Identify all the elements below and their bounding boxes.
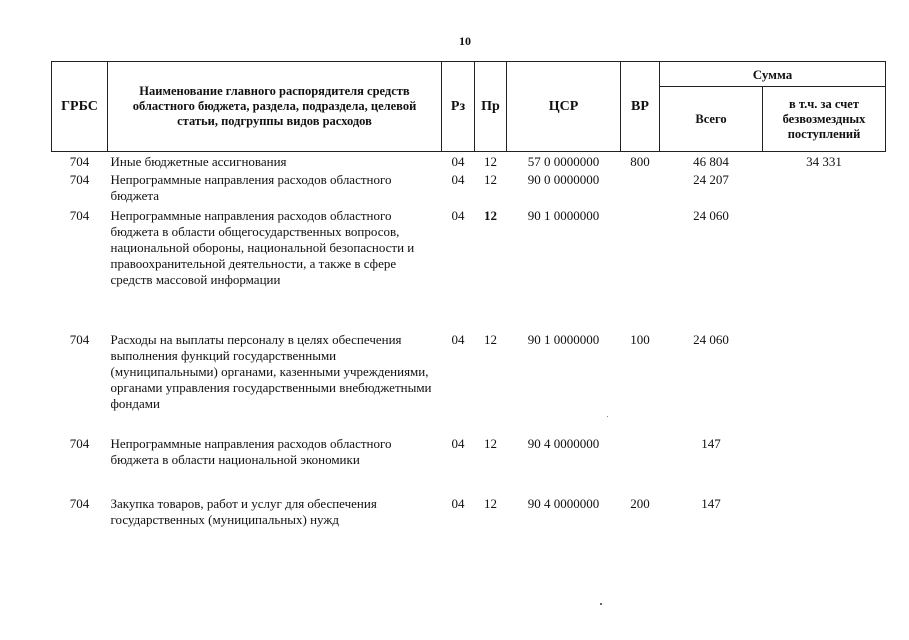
scan-speck	[600, 603, 602, 605]
cell-pr: 12	[484, 208, 497, 223]
cell-free	[763, 436, 886, 496]
cell-name: Иные бюджетные ассигнования	[110, 154, 287, 169]
cell-vr: 200	[630, 496, 650, 511]
cell-grbs: 704	[69, 496, 90, 511]
cell-name: Закупка товаров, работ и услуг для обеспечения государственных (муниципальных) нужд	[110, 496, 377, 527]
cell-pr: 12	[484, 436, 497, 451]
cell-grbs: 704	[69, 436, 90, 451]
table-row	[52, 332, 886, 436]
cell-vr: 800	[630, 154, 650, 169]
cell-rz: 04	[451, 332, 465, 347]
cell-pr: 12	[484, 332, 497, 347]
cell-csr: 90 1 0000000	[527, 208, 600, 223]
cell-csr: 90 0 0000000	[527, 172, 600, 187]
budget-table	[51, 61, 886, 536]
cell-vr	[621, 206, 660, 332]
cell-pr: 12	[484, 496, 497, 511]
cell-name: Непрограммные направления расходов областного бюджета в области национальной экономики	[110, 436, 392, 467]
header-name: Наименование главного распорядителя средств областного бюджета, раздела, подраздела, целевой статьи, подгруппы видов расходов	[108, 62, 442, 152]
table-row	[52, 172, 886, 206]
cell-total: 147	[701, 496, 721, 511]
header-csr: ЦСР	[507, 62, 621, 152]
cell-csr: 57 0 0000000	[527, 154, 600, 169]
page-number: 10	[459, 34, 471, 48]
cell-name: Расходы на выплаты персоналу в целях обеспечения выполнения функций государственными (муниципальными) органами, казенными учреждениями, органами управления государственными внебюджетными фондами	[110, 332, 432, 411]
cell-total: 46 804	[693, 154, 729, 169]
cell-free	[763, 332, 886, 436]
cell-pr: 12	[484, 154, 497, 169]
header-free: в т.ч. за счет безвозмездных поступлений	[763, 87, 886, 152]
cell-free	[763, 496, 886, 536]
cell-free	[763, 172, 886, 206]
cell-vr: 100	[630, 332, 650, 347]
header-pr: Пр	[475, 62, 507, 152]
header-vr: ВР	[621, 62, 660, 152]
table-row	[52, 436, 886, 496]
cell-rz: 04	[451, 172, 465, 187]
cell-total: 24 060	[693, 332, 729, 347]
cell-rz: 04	[451, 208, 465, 223]
header-sum: Сумма	[660, 62, 886, 87]
header-rz: Рз	[442, 62, 475, 152]
cell-csr: 90 1 0000000	[527, 332, 600, 347]
header-grbs: ГРБС	[52, 62, 108, 152]
table-header	[52, 62, 886, 152]
table-body	[52, 152, 886, 537]
cell-rz: 04	[451, 154, 465, 169]
cell-csr: 90 4 0000000	[527, 436, 600, 451]
cell-csr: 90 4 0000000	[527, 496, 600, 511]
table-row	[52, 152, 886, 173]
cell-pr: 12	[484, 172, 497, 187]
cell-rz: 04	[451, 496, 465, 511]
cell-grbs: 704	[69, 172, 90, 187]
table-row	[52, 496, 886, 536]
cell-free: 34 331	[806, 154, 842, 169]
table-row	[52, 206, 886, 332]
cell-total: 24 060	[693, 208, 729, 223]
cell-vr	[621, 436, 660, 496]
cell-grbs: 704	[69, 154, 90, 169]
cell-name: Непрограммные направления расходов областного бюджета в области общегосударственных вопросов, национальной обороны, национальной безопасности и правоохранительной деятельности, а также в сфере средств массовой информации	[110, 208, 415, 287]
cell-grbs: 704	[69, 332, 90, 347]
header-total: Всего	[660, 87, 763, 152]
cell-free	[763, 206, 886, 332]
cell-grbs: 704	[69, 208, 90, 223]
cell-total: 24 207	[693, 172, 729, 187]
cell-name: Непрограммные направления расходов областного бюджета	[110, 172, 392, 203]
cell-rz: 04	[451, 436, 465, 451]
scan-speck	[607, 416, 608, 417]
cell-vr	[621, 172, 660, 206]
cell-total: 147	[701, 436, 721, 451]
